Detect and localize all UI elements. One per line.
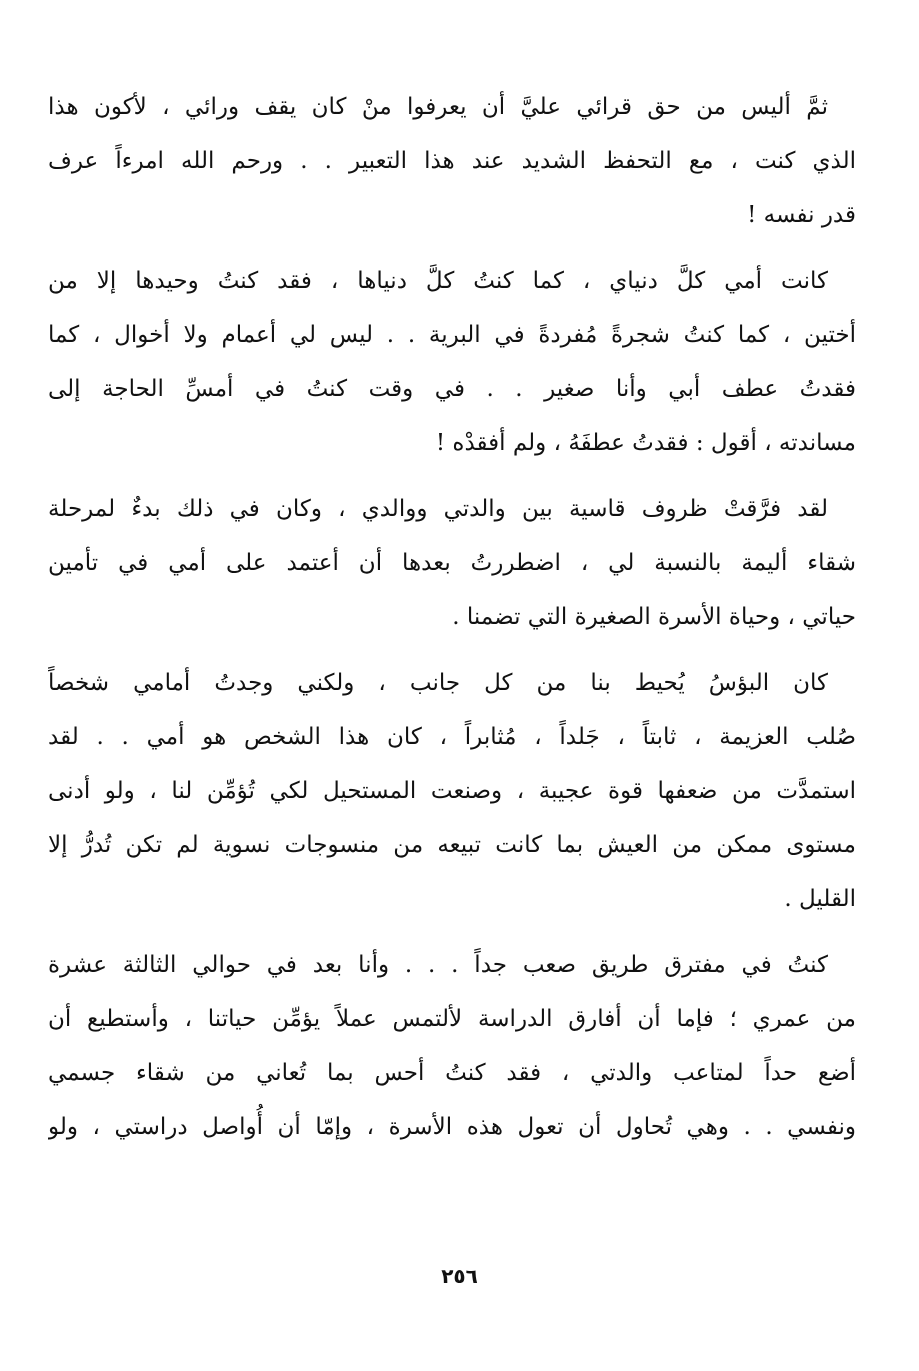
paragraph-1 — [48, 80, 856, 242]
text-line: لقد فرَّقتْ ظروف قاسية بين والدتي ووالدي ، وكان في ذلك بدءٌ لمرحلة — [48, 496, 828, 522]
paragraph-4 — [48, 656, 856, 926]
text-line: فقدتُ عطف أبي وأنا صغير . . في وقت كنتُ في أمسِّ الحاجة إلى — [48, 376, 856, 402]
text-line: من عمري ؛ فإما أن أفارق الدراسة لألتمس عملاً يؤمِّن حياتنا ، وأستطيع أن — [48, 1006, 856, 1032]
body-text — [48, 80, 856, 1166]
text-line: ثمَّ أليس من حق قرائي عليَّ أن يعرفوا منْ كان يقف ورائي ، لأكون هذا — [48, 94, 828, 120]
page-number: ٢٥٦ — [441, 1264, 478, 1288]
text-line: كان البؤسُ يُحيط بنا من كل جانب ، ولكني وجدتُ أمامي شخصاً — [48, 670, 828, 696]
text-line: ونفسي . . وهي تُحاول أن تعول هذه الأسرة ، وإمّا أن أُواصل دراستي ، ولو — [48, 1114, 856, 1140]
paragraph-5 — [48, 938, 856, 1154]
text-line: حياتي ، وحياة الأسرة الصغيرة التي تضمنا . — [452, 604, 856, 630]
text-line: كانت أمي كلَّ دنياي ، كما كنتُ كلَّ دنياها ، فقد كنتُ وحيدها إلا من — [48, 268, 828, 294]
text-line: استمدَّت من ضعفها قوة عجيبة ، وصنعت المستحيل لكي تُؤمِّن لنا ، ولو أدنى — [48, 778, 856, 804]
text-line: أضع حداً لمتاعب والدتي ، فقد كنتُ أحس بما تُعاني من شقاء جسمي — [48, 1060, 856, 1086]
text-line: الذي كنت ، مع التحفظ الشديد عند هذا التعبير . . ورحم الله امرءاً عرف — [48, 148, 856, 174]
text-line: مستوى ممكن من العيش بما كانت تبيعه من منسوجات نسوية لم تكن تُدرُّ إلا — [48, 832, 856, 858]
text-line: قدر نفسه ! — [747, 202, 856, 228]
text-line: شقاء أليمة بالنسبة لي ، اضطررتُ بعدها أن أعتمد على أمي في تأمين — [48, 550, 856, 576]
paragraph-2 — [48, 254, 856, 470]
text-line: مساندته ، أقول : فقدتُ عطفَهُ ، ولم أفقدْه ! — [435, 430, 856, 456]
text-line: القليل . — [784, 886, 856, 912]
text-line: كنتُ في مفترق طريق صعب جداً . . . وأنا بعد في حوالي الثالثة عشرة — [48, 952, 828, 978]
text-line: أختين ، كما كنتُ شجرةً مُفردةً في البرية . . ليس لي أعمام ولا أخوال ، كما — [48, 322, 856, 348]
text-line: صُلب العزيمة ، ثابتاً ، جَلداً ، مُثابراً ، كان هذا الشخص هو أمي . . لقد — [48, 724, 856, 750]
paragraph-3 — [48, 482, 856, 644]
